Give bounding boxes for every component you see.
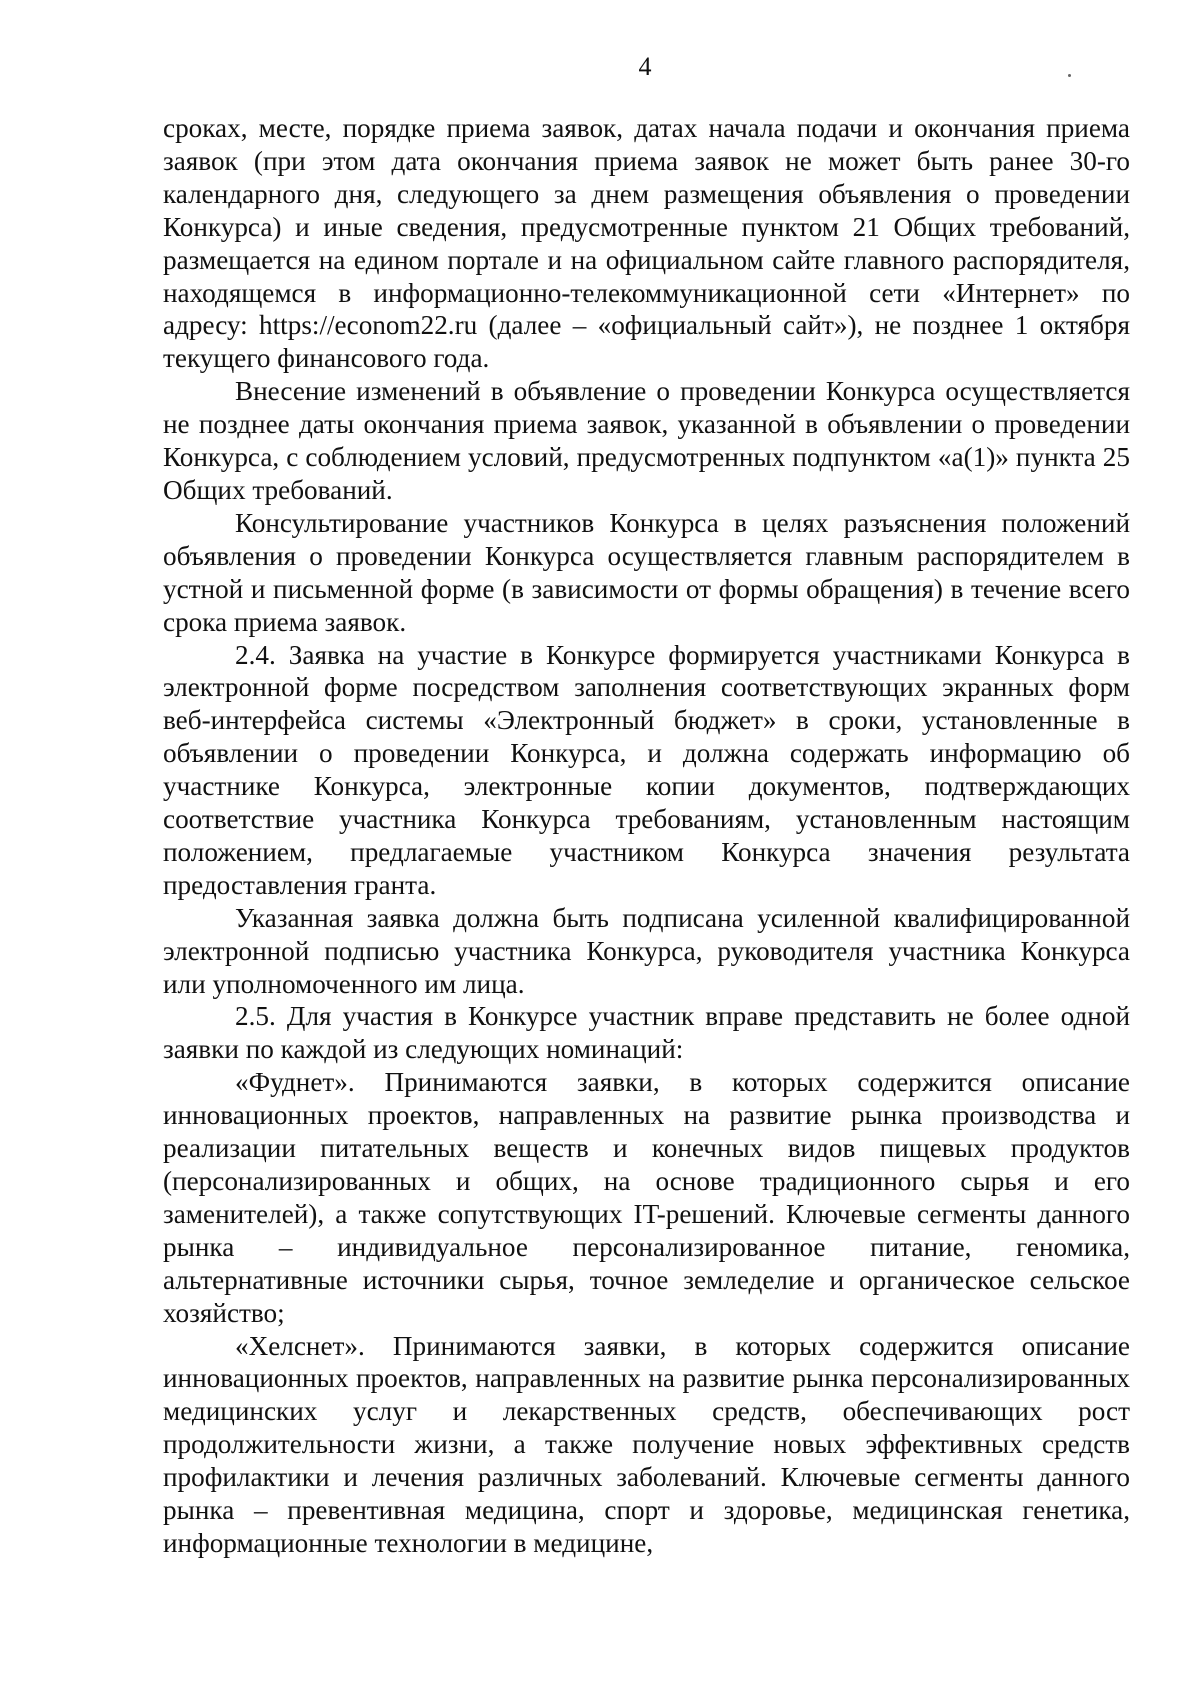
paragraph-consulting: Консультирование участников Конкурса в целях разъяснения положений объявления о проведении Конкурса осуществляется главным распорядителем в устной и письменной форме (в зависимости от формы обращения) в течение всего срока приема заявок. xyxy=(163,507,1130,637)
paragraph-2-4-application: 2.4. Заявка на участие в Конкурсе формируется участниками Конкурса в электронной форме посредством заполнения соответствующих экранных форм веб-интерфейса системы «Электронный бюджет» в сроки, установленные в объявлении о проведении Конкурса, и должна содержать информацию об участнике Конкурса, электронные копии документов, подтверждающих соответствие участника Конкурса требованиям, установленным настоящим положением, предлагаемые участником Конкурса значения результата предоставления гранта. xyxy=(163,639,1130,900)
paragraph-submission-info: сроках, месте, порядке приема заявок, датах начала подачи и окончания приема заявок (при этом дата окончания приема заявок не может быть ранее 30-го календарного дня, следующего за днем размещения объявления о проведении Конкурса) и иные сведения, предусмотренные пунктом 21 Общих требований, размещается на едином портале и на официальном сайте главного распорядителя, находящемся в информационно-телекоммуникационной сети «Интернет» по адресу: https://econom22.ru (далее – «официальный сайт»), не позднее 1 октября текущего финансового года. xyxy=(163,113,1130,374)
paragraph-2-5-nominations: 2.5. Для участия в Конкурсе участник вправе представить не более одной заявки по каждой из следующих номинаций: xyxy=(163,1001,1130,1065)
paragraph-foodnet: «Фуднет». Принимаются заявки, в которых содержится описание инновационных проектов, направленных на развитие рынка производства и реализации питательных веществ и конечных видов пищевых продуктов (персонализированных и общих, на основе традиционного сырья и его заменителей), а также сопутствующих IT-решений. Ключевые сегменты данного рынка – индивидуальное персонализированное питание, геномика, альтернативные источники сырья, точное земледелие и органическое сельское хозяйство; xyxy=(163,1067,1130,1328)
page-number: 4 xyxy=(638,52,652,81)
scan-speck xyxy=(1068,74,1071,77)
document-body xyxy=(163,112,1130,1560)
paragraph-signature: Указанная заявка должна быть подписана усиленной квалифицированной электронной подписью участника Конкурса, руководителя участника Конкурса или уполномоченного им лица. xyxy=(163,902,1130,999)
paragraph-announcement-changes: Внесение изменений в объявление о проведении Конкурса осуществляется не позднее даты окончания приема заявок, указанной в объявлении о проведении Конкурса, с соблюдением условий, предусмотренных подпунктом «а(1)» пункта 25 Общих требований. xyxy=(163,376,1130,505)
paragraph-healthnet: «Хелснет». Принимаются заявки, в которых содержится описание инновационных проектов, направленных на развитие рынка персонализированных медицинских услуг и лекарственных средств, обеспечивающих рост продолжительности жизни, а также получение новых эффективных средств профилактики и лечения различных заболеваний. Ключевые сегменты данного рынка – превентивная медицина, спорт и здоровье, медицинская генетика, информационные технологии в медицине, xyxy=(163,1330,1130,1558)
